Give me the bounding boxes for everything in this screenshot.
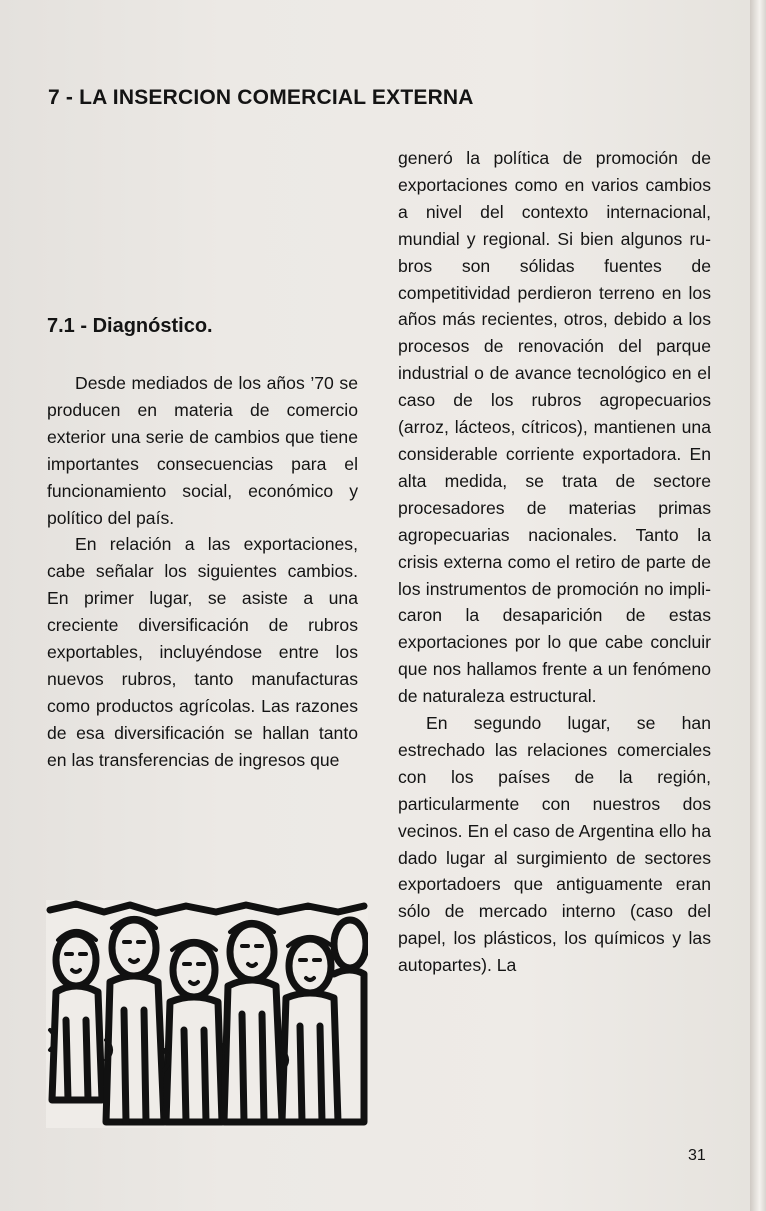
section-title: 7.1 - Diagnóstico. — [47, 315, 213, 337]
paragraph: Desde mediados de los años ’70 se producen en materia de comercio exterior una serie de cambios que tiene importantes consecuencias para el funcionamiento social, económico y político del país. — [47, 373, 358, 528]
left-column — [47, 370, 358, 774]
paragraph: En segundo lugar, se han estrechado las relaciones comerciales con los países de la región, particularmente con nuestros dos vecinos. En el caso de Argentina ello ha dado lugar al surgimiento de sectores exportadoers que antiguamente eran sólo de mercado interno (caso del papel, los plásticos, los químicos y las autopartes). La — [398, 713, 711, 976]
chapter-title: 7 - LA INSERCION COMERCIAL EXTERNA — [48, 86, 474, 109]
crowd-of-people-woodcut-icon — [46, 900, 368, 1128]
paragraph: generó la política de promoción de exportaciones como en varios cambios a nivel del contexto internacional, mundial y regional. Si bien algunos rubros son sólidas fuentes de competitividad perdieron terreno en los años más recientes, otros, debido a los procesos de renovación del parque industrial o de avance tecnológico en el caso de los rubros agropecuarios (arroz, lácteos, cítricos), mantienen una considerable corriente exportadora. En alta medida, se trata de sectore procesadores de materias primas agropecuarias nacionales. Tanto la crisis externa como el retiro de parte de los instrumentos de promoción no implicaron la desaparición de estas exportaciones por lo que cabe concluir que nos hallamos frente a un fenómeno de naturaleza estructural. — [398, 148, 711, 707]
paragraph: En relación a las exportaciones, cabe señalar los siguientes cambios. En primer lugar, se asiste a una creciente diversificación de rubros exportables, incluyéndose entre los nuevos rubros, tanto manufacturas como productos agrícolas. Las razones de esa diversificación se hallan tanto en las transferencias de ingresos que — [47, 534, 358, 770]
right-column — [398, 145, 711, 979]
page-edge — [750, 0, 766, 1211]
page-number: 31 — [688, 1147, 706, 1164]
